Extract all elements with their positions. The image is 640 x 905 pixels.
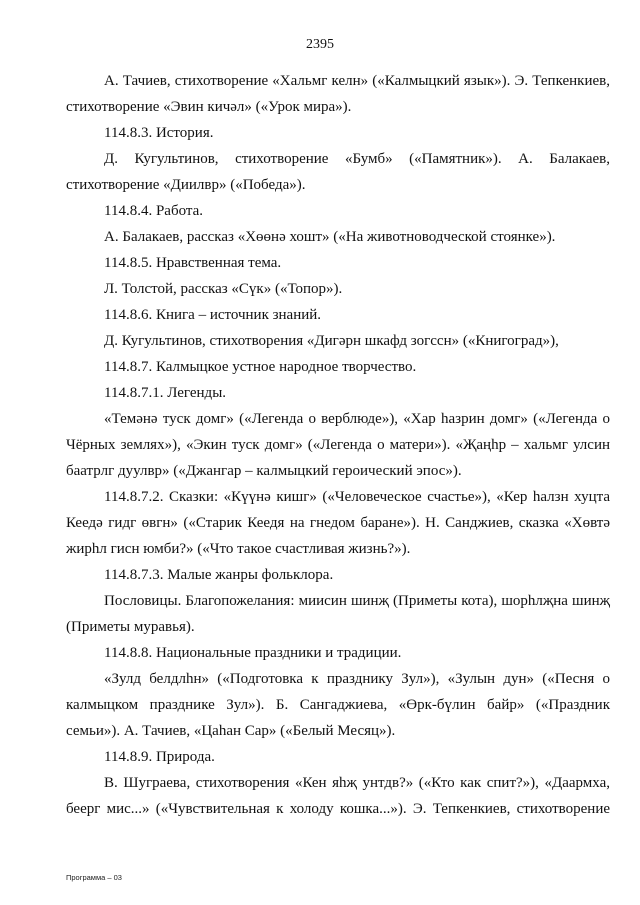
document-body bbox=[66, 68, 610, 822]
paragraph-nature-poems: В. Шуграева, стихотворения «Кен яһҗ унтдв?» («Кто как спит?»), «Даармха, беерг мис...» («Чувствительная к холоду кошка...»). Э. Тепкенкиев, стихотворение bbox=[66, 775, 610, 817]
paragraph-holidays-list: «Зулд белдлһн» («Подготовка к празднику Зул»), «Зулын дун» («Песня о калмыцком празднике Зул»). Б. Сангаджиева, «Өрк-бүлин байр» («Праздник семьи»). А. Тачиев, «Цаһан Сар» («Белый Месяц»). bbox=[66, 671, 610, 739]
section-heading-legends: 114.8.7.1. Легенды. bbox=[104, 385, 227, 401]
section-heading-holidays: 114.8.8. Национальные праздники и традиции. bbox=[104, 645, 402, 661]
section-heading-moral: 114.8.5. Нравственная тема. bbox=[104, 255, 282, 271]
section-heading-nature: 114.8.9. Природа. bbox=[104, 749, 215, 765]
paragraph-kugultinov-poem: Д. Кугультинов, стихотворение «Бумб» («Памятник»). А. Балакаев, стихотворение «Диилвр» («Победа»). bbox=[66, 151, 610, 193]
paragraph-tolstoy-story: Л. Толстой, рассказ «Сүк» («Топор»). bbox=[104, 281, 343, 297]
paragraph-kugultinov-books: Д. Кугультинов, стихотворения «Дигəрн шкафд зогссн» («Книгоград»), bbox=[104, 333, 559, 349]
paragraph-balakaev-story: А. Балакаев, рассказ «Хөөнə хошт» («На животноводческой стоянке»). bbox=[104, 229, 556, 245]
paragraph-tachiev-poem: А. Тачиев, стихотворение «Хальмг келн» («Калмыцкий язык»). Э. Тепкенкиев, стихотворение «Эвин кичəл» («Урок мира»). bbox=[66, 73, 610, 115]
section-heading-history: 114.8.3. История. bbox=[104, 125, 214, 141]
section-heading-folklore: 114.8.7. Калмыцкое устное народное творчество. bbox=[104, 359, 417, 375]
section-heading-small-genres: 114.8.7.3. Малые жанры фольклора. bbox=[104, 567, 334, 583]
page-footer: Программа – 03 bbox=[66, 873, 122, 882]
paragraph-proverbs: Пословицы. Благопожелания: миисин шинҗ (Приметы кота), шорһлҗна шинҗ (Приметы муравья). bbox=[66, 593, 610, 635]
section-heading-book: 114.8.6. Книга – источник знаний. bbox=[104, 307, 322, 323]
paragraph-tales-list: 114.8.7.2. Сказки: «Күүнə кишг» («Человеческое счастье»), «Кер һалзн хуцта Кеедə гидг өвгн» («Старик Кеедя на гнедом баране»). Н. Санджиев, сказка «Хөвтə жирһл гисн юмби?» («Что такое счастливая жизнь?»). bbox=[66, 489, 610, 557]
page-number: 2395 bbox=[306, 37, 334, 52]
section-heading-work: 114.8.4. Работа. bbox=[104, 203, 204, 219]
paragraph-legends-list: «Темəнə туск домг» («Легенда о верблюде»), «Хар һазрин домг» («Легенда о Чёрных землях»), «Экин туск домг» («Легенда о матери»). «Җаңһр – хальмг улсин баатрлг дуулвр» («Джангар – калмыцкий героический эпос»). bbox=[66, 411, 610, 479]
